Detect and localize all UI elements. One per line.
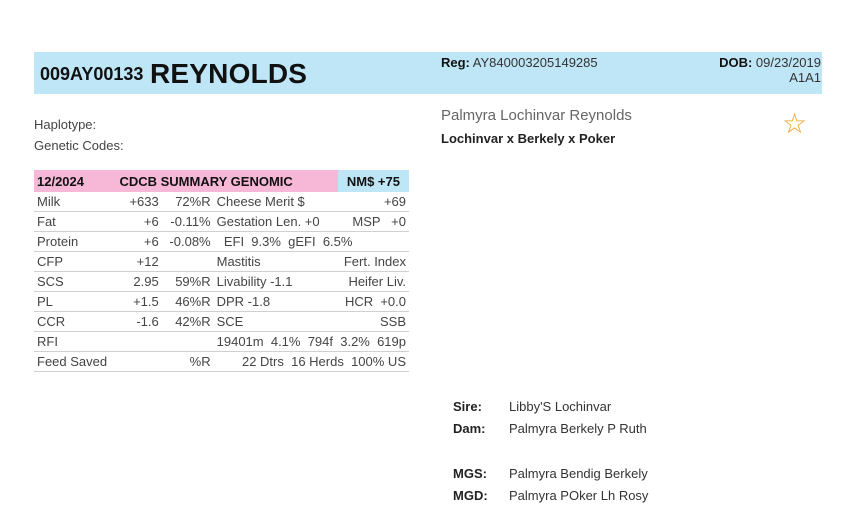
table-cell: 2.95 (116, 272, 161, 292)
table-cell: Feed Saved (34, 352, 116, 372)
table-row (34, 332, 409, 352)
table-cell: EFI 9.3% gEFI 6.5% (214, 232, 409, 252)
table-cell: +1.5 (116, 292, 161, 312)
table-cell: +12 (116, 252, 161, 272)
table-row (34, 252, 409, 272)
table-cell: SCE (214, 312, 338, 332)
table-cell: SSB (338, 312, 409, 332)
net-merit: NM$ +75 (338, 170, 409, 192)
registration (441, 55, 598, 70)
table-cell (116, 352, 161, 372)
mgs-name[interactable]: Palmyra Bendig Berkely (509, 466, 648, 481)
table-cell: DPR -1.8 (214, 292, 338, 312)
mgd-name[interactable]: Palmyra POker Lh Rosy (509, 488, 649, 503)
reg-label: Reg: (441, 55, 470, 70)
dob-value: 09/23/2019 (755, 55, 821, 70)
table-cell: RFI (34, 332, 116, 352)
table-cell: MSP +0 (338, 212, 409, 232)
table-row (34, 212, 409, 232)
table-row (34, 292, 409, 312)
haplotype-label: Haplotype: (34, 117, 97, 132)
table-cell: 59%R (162, 272, 214, 292)
table-cell: Livability -1.1 (214, 272, 338, 292)
beta-casein-classification: A1A1 (789, 70, 821, 85)
table-cell: Cheese Merit $ (214, 192, 338, 212)
mgd-label: MGD: (453, 488, 488, 503)
table-cell: +6 (116, 232, 161, 252)
table-cell: Fert. Index (338, 252, 409, 272)
table-cell (162, 332, 214, 352)
genomic-header-row (34, 170, 409, 192)
table-row (34, 312, 409, 332)
genomic-date: 12/2024 (34, 170, 116, 192)
dam-name[interactable]: Palmyra Berkely P Ruth (509, 421, 647, 436)
dob-label: DOB: (719, 55, 753, 70)
genomic-summary-table (34, 170, 409, 372)
table-cell: SCS (34, 272, 116, 292)
table-cell: -0.11% (162, 212, 214, 232)
table-cell: 22 Dtrs 16 Herds 100% US (214, 352, 409, 372)
table-cell: +69 (338, 192, 409, 212)
registered-name: Palmyra Lochinvar Reynolds (441, 107, 632, 124)
table-cell: Gestation Len. +0 (214, 212, 338, 232)
table-cell: +6 (116, 212, 161, 232)
table-row (34, 192, 409, 212)
table-cell: 19401m 4.1% 794f 3.2% 619p (214, 332, 409, 352)
reg-value: AY840003205149285 (472, 55, 598, 70)
table-cell: 42%R (162, 312, 214, 332)
table-cell (162, 252, 214, 272)
table-cell: Milk (34, 192, 116, 212)
sire-name[interactable]: Libby'S Lochinvar (509, 399, 612, 414)
genetic-codes-label: Genetic Codes: (34, 138, 124, 153)
table-cell: CCR (34, 312, 116, 332)
table-cell: 72%R (162, 192, 214, 212)
table-cell: Mastitis (214, 252, 338, 272)
animal-code: 009AY00133 (40, 64, 144, 84)
table-cell: Heifer Liv. (338, 272, 409, 292)
table-cell: -0.08% (162, 232, 214, 252)
table-cell: Protein (34, 232, 116, 252)
pedigree-summary: Lochinvar x Berkely x Poker (441, 131, 616, 146)
mgs-label: MGS: (453, 466, 487, 481)
table-cell: -1.6 (116, 312, 161, 332)
table-cell: +633 (116, 192, 161, 212)
table-row (34, 232, 409, 252)
table-cell (116, 332, 161, 352)
table-cell: HCR +0.0 (338, 292, 409, 312)
genomic-title: CDCB SUMMARY GENOMIC (116, 170, 337, 192)
date-of-birth (719, 55, 821, 85)
table-cell: PL (34, 292, 116, 312)
table-cell: CFP (34, 252, 116, 272)
sire-label: Sire: (453, 399, 482, 414)
table-cell: %R (162, 352, 214, 372)
table-row (34, 352, 409, 372)
table-row (34, 272, 409, 292)
star-outline-icon[interactable]: ☆ (782, 108, 808, 139)
table-cell: Fat (34, 212, 116, 232)
dam-label: Dam: (453, 421, 486, 436)
animal-name: REYNOLDS (150, 58, 308, 89)
table-cell: 46%R (162, 292, 214, 312)
